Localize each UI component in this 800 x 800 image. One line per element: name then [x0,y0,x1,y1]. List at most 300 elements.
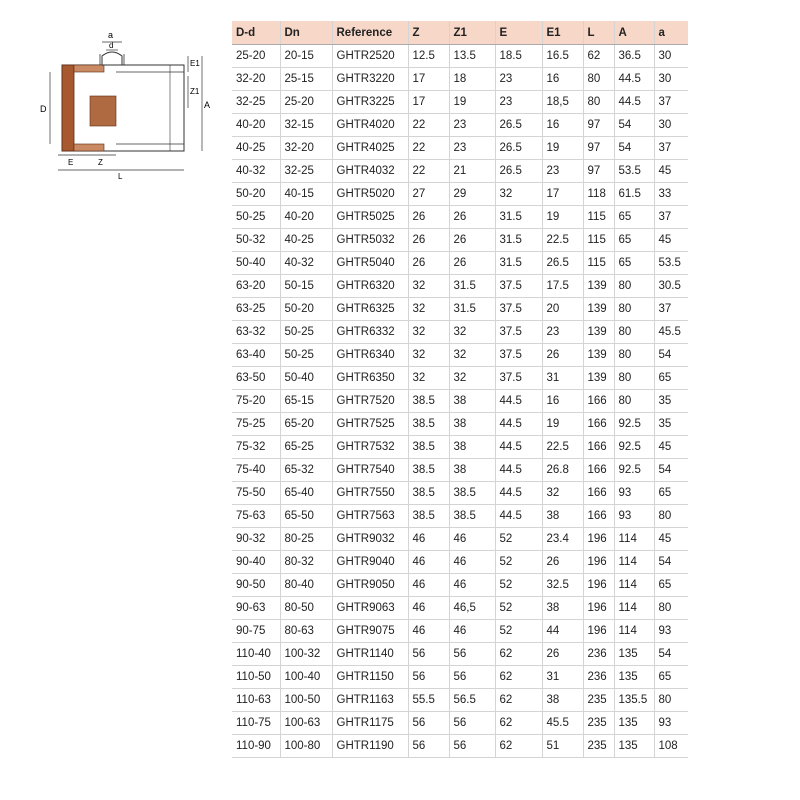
table-cell: 46 [449,551,495,574]
table-cell: 54 [614,137,654,160]
column-header: Z [408,21,449,45]
table-cell: 38 [542,597,583,620]
table-cell: 17 [542,183,583,206]
table-cell: 65 [654,666,688,689]
table-cell: 37 [654,91,688,114]
table-cell: 23 [449,114,495,137]
table-cell: GHTR6350 [332,367,408,390]
table-cell: 40-20 [280,206,332,229]
table-cell: 44.5 [614,91,654,114]
table-cell: 26.5 [542,252,583,275]
table-row [232,482,688,505]
table-cell: 23 [542,160,583,183]
table-row [232,712,688,735]
table-row [232,91,688,114]
table-row [232,505,688,528]
table-cell: 110-63 [232,689,280,712]
dim-a-label: a [108,30,114,40]
table-cell: 135 [614,643,654,666]
table-cell: GHTR4020 [332,114,408,137]
table-cell: 40-25 [280,229,332,252]
table-cell: GHTR4032 [332,160,408,183]
table-cell: 93 [654,620,688,643]
table-cell: GHTR5025 [332,206,408,229]
table-cell: 32 [408,275,449,298]
table-cell: 25-20 [280,91,332,114]
table-cell: 139 [583,321,614,344]
table-row [232,137,688,160]
table-cell: 63-40 [232,344,280,367]
table-cell: 30 [654,68,688,91]
table-row [232,160,688,183]
table-cell: 38 [542,505,583,528]
table-cell: 18,5 [542,91,583,114]
table-row [232,114,688,137]
table-cell: 139 [583,298,614,321]
table-cell: 25-15 [280,68,332,91]
table-cell: 52 [495,574,542,597]
table-cell: 80 [614,390,654,413]
table-cell: 50-32 [232,229,280,252]
table-cell: 100-50 [280,689,332,712]
table-cell: 52 [495,620,542,643]
table-cell: 56 [408,712,449,735]
table-cell: 54 [614,114,654,137]
table-cell: 46 [408,574,449,597]
table-cell: 37.5 [495,367,542,390]
table-cell: 46 [449,528,495,551]
table-cell: 22.5 [542,229,583,252]
table-cell: 62 [583,45,614,68]
table-cell: 65-50 [280,505,332,528]
table-cell: 21 [449,160,495,183]
table-cell: 18 [449,68,495,91]
table-cell: 44.5 [495,459,542,482]
table-cell: GHTR9040 [332,551,408,574]
table-cell: 38 [449,459,495,482]
table-cell: 90-75 [232,620,280,643]
table-cell: 37 [654,137,688,160]
table-cell: 108 [654,735,688,758]
table-cell: 92.5 [614,413,654,436]
table-cell: 110-40 [232,643,280,666]
table-cell: 135 [614,712,654,735]
table-cell: 45.5 [654,321,688,344]
table-row [232,551,688,574]
table-cell: GHTR9063 [332,597,408,620]
table-cell: 26.5 [495,160,542,183]
table-cell: 97 [583,160,614,183]
table-cell: 54 [654,344,688,367]
table-cell: 80 [614,344,654,367]
table-cell: 30 [654,45,688,68]
table-cell: 45 [654,229,688,252]
table-cell: 56.5 [449,689,495,712]
table-cell: 45 [654,436,688,459]
dim-E-label: E [68,158,74,167]
table-cell: 32-25 [232,91,280,114]
table-cell: 37.5 [495,321,542,344]
dim-Z-label: Z [98,158,103,167]
table-cell: 32-20 [232,68,280,91]
dim-e1-label: E1 [190,59,200,68]
table-cell: 12.5 [408,45,449,68]
table-cell: 75-63 [232,505,280,528]
table-cell: 45 [654,528,688,551]
table-cell: 80 [583,68,614,91]
table-cell: 38.5 [408,436,449,459]
table-cell: 236 [583,666,614,689]
table-cell: 20-15 [280,45,332,68]
table-cell: 50-20 [280,298,332,321]
table-cell: 31.5 [449,275,495,298]
column-header: D-d [232,21,280,45]
table-cell: 26 [449,206,495,229]
table-cell: 37 [654,206,688,229]
table-cell: GHTR3220 [332,68,408,91]
table-cell: 118 [583,183,614,206]
table-cell: 93 [654,712,688,735]
column-header: Dn [280,21,332,45]
table-cell: 56 [449,735,495,758]
table-cell: 20 [542,298,583,321]
column-header: A [614,21,654,45]
table-cell: 50-40 [280,367,332,390]
table-cell: GHTR3225 [332,91,408,114]
table-cell: 32 [408,298,449,321]
table-header-row [232,21,688,45]
table-cell: 16.5 [542,45,583,68]
table-cell: 90-32 [232,528,280,551]
dim-d-label: d [109,41,114,50]
table-cell: 75-25 [232,413,280,436]
table-cell: 114 [614,597,654,620]
table-cell: 54 [654,551,688,574]
table-cell: GHTR1190 [332,735,408,758]
table-cell: 92.5 [614,459,654,482]
table-cell: 32 [408,344,449,367]
table-cell: 52 [495,597,542,620]
table-cell: 38.5 [408,505,449,528]
table-cell: 65 [614,229,654,252]
table-cell: 22.5 [542,436,583,459]
table-row [232,68,688,91]
table-row [232,689,688,712]
table-cell: 38 [449,390,495,413]
table-cell: GHTR1150 [332,666,408,689]
table-cell: 65 [614,206,654,229]
table-cell: 46 [408,597,449,620]
table-cell: 65-32 [280,459,332,482]
table-cell: 166 [583,436,614,459]
table-cell: 54 [654,459,688,482]
table-cell: 235 [583,712,614,735]
table-cell: 100-32 [280,643,332,666]
table-cell: 22 [408,114,449,137]
table-cell: 110-75 [232,712,280,735]
table-cell: 56 [408,643,449,666]
table-cell: 80 [654,689,688,712]
table-cell: 236 [583,643,614,666]
table-row [232,597,688,620]
table-cell: 80-50 [280,597,332,620]
table-cell: 90-40 [232,551,280,574]
table-cell: 31.5 [449,298,495,321]
table-cell: 26 [408,206,449,229]
table-cell: 135 [614,666,654,689]
table-cell: 115 [583,252,614,275]
table-cell: 38 [449,436,495,459]
table-cell: 65 [614,252,654,275]
table-cell: 44.5 [495,505,542,528]
table-cell: 80 [614,275,654,298]
table-cell: 62 [495,643,542,666]
table-cell: 52 [495,551,542,574]
fitting-diagram [30,20,230,180]
column-header: E1 [542,21,583,45]
table-cell: 139 [583,367,614,390]
table-cell: 80-63 [280,620,332,643]
table-cell: 26 [542,344,583,367]
table-cell: 32-20 [280,137,332,160]
table-cell: 56 [449,666,495,689]
table-cell: GHTR7563 [332,505,408,528]
table-cell: 110-90 [232,735,280,758]
table-cell: 40-20 [232,114,280,137]
table-row [232,459,688,482]
table-cell: GHTR5032 [332,229,408,252]
table-cell: 16 [542,68,583,91]
table-cell: 80 [583,91,614,114]
table-row [232,275,688,298]
table-cell: 139 [583,344,614,367]
table-cell: 65 [654,367,688,390]
table-cell: 115 [583,206,614,229]
table-cell: 26 [449,229,495,252]
table-cell: 50-25 [280,344,332,367]
table-row [232,735,688,758]
table-cell: 23 [449,137,495,160]
table-cell: 114 [614,528,654,551]
table-cell: 38.5 [449,482,495,505]
table-cell: 22 [408,137,449,160]
table-cell: 90-63 [232,597,280,620]
table-cell: 80-32 [280,551,332,574]
table-cell: 17 [408,68,449,91]
fitting-socket [90,96,116,126]
table-cell: GHTR7520 [332,390,408,413]
table-cell: 45.5 [542,712,583,735]
table-cell: 166 [583,505,614,528]
table-cell: 46 [449,620,495,643]
table-cell: 115 [583,229,614,252]
table-cell: 50-20 [232,183,280,206]
table-cell: 33 [654,183,688,206]
table-cell: 100-80 [280,735,332,758]
table-cell: 50-15 [280,275,332,298]
table-cell: 36.5 [614,45,654,68]
table-cell: GHTR1163 [332,689,408,712]
table-cell: 62 [495,712,542,735]
table-cell: 92.5 [614,436,654,459]
table-cell: 19 [542,137,583,160]
table-cell: GHTR1140 [332,643,408,666]
table-row [232,413,688,436]
table-cell: 13.5 [449,45,495,68]
table-cell: 37 [654,298,688,321]
table-cell: GHTR7550 [332,482,408,505]
table-cell: 26 [408,252,449,275]
table-cell: 37.5 [495,275,542,298]
table-cell: 46 [408,528,449,551]
table-cell: 63-25 [232,298,280,321]
table-row [232,45,688,68]
table-cell: 32.5 [542,574,583,597]
table-cell: 166 [583,390,614,413]
table-cell: GHTR6325 [332,298,408,321]
table-cell: 235 [583,735,614,758]
table-cell: GHTR7532 [332,436,408,459]
table-row [232,620,688,643]
dimensions-table [232,21,688,758]
table-cell: 196 [583,528,614,551]
table-cell: 56 [408,666,449,689]
table-cell: 38 [449,413,495,436]
table-cell: 45 [654,160,688,183]
table-row [232,390,688,413]
table-cell: 50-40 [232,252,280,275]
fitting-boss [102,52,122,65]
table-cell: 32 [449,344,495,367]
table-cell: 32 [408,321,449,344]
table-cell: 32 [449,367,495,390]
table-row [232,206,688,229]
table-cell: 35 [654,413,688,436]
table-cell: 196 [583,620,614,643]
table-cell: 93 [614,505,654,528]
table-row [232,643,688,666]
table-cell: 235 [583,689,614,712]
fitting-left-wall [62,65,74,151]
table-cell: 110-50 [232,666,280,689]
table-cell: 19 [542,413,583,436]
table-cell: 51 [542,735,583,758]
table-cell: 32-15 [280,114,332,137]
table-cell: 38 [542,689,583,712]
table-cell: 31.5 [495,206,542,229]
table-cell: 26.5 [495,137,542,160]
table-row [232,666,688,689]
table-cell: 114 [614,620,654,643]
table-cell: 38.5 [408,482,449,505]
table-cell: 26 [449,252,495,275]
table-cell: 44.5 [614,68,654,91]
table-cell: 63-32 [232,321,280,344]
table-body [232,45,688,758]
table-cell: 75-32 [232,436,280,459]
table-cell: 166 [583,482,614,505]
table-cell: 50-25 [280,321,332,344]
table-cell: 135 [614,735,654,758]
table-cell: 114 [614,574,654,597]
table-cell: 18.5 [495,45,542,68]
table-cell: 93 [614,482,654,505]
table-cell: 44.5 [495,390,542,413]
table-cell: 65 [654,482,688,505]
table-cell: 65-20 [280,413,332,436]
table-cell: 26.5 [495,114,542,137]
table-cell: 30 [654,114,688,137]
dim-D-label: D [40,104,47,114]
table-row [232,321,688,344]
table-cell: 31 [542,367,583,390]
table-cell: 50-25 [232,206,280,229]
table-cell: 23 [495,68,542,91]
table-cell: 100-63 [280,712,332,735]
table-cell: 35 [654,390,688,413]
table-cell: 56 [449,712,495,735]
table-cell: 75-50 [232,482,280,505]
table-cell: 30.5 [654,275,688,298]
fitting-top-wall [74,65,104,72]
table-row [232,367,688,390]
table-cell: 90-50 [232,574,280,597]
table-cell: 31.5 [495,229,542,252]
table-cell: GHTR6332 [332,321,408,344]
table-row [232,528,688,551]
table-cell: 32-25 [280,160,332,183]
column-header: Reference [332,21,408,45]
table-cell: 80 [614,298,654,321]
table-cell: 32 [449,321,495,344]
table-cell: 46 [449,574,495,597]
table-cell: 26 [542,551,583,574]
table-cell: 22 [408,160,449,183]
table-cell: 23 [542,321,583,344]
column-header: L [583,21,614,45]
table-cell: 38.5 [408,413,449,436]
table-cell: 54 [654,643,688,666]
table-row [232,574,688,597]
table-cell: 56 [408,735,449,758]
dim-L-label: L [118,172,123,180]
dim-A-label: A [204,100,211,110]
table-cell: GHTR2520 [332,45,408,68]
table-cell: 23 [495,91,542,114]
table-cell: 166 [583,459,614,482]
table-cell: 65-15 [280,390,332,413]
table-cell: 63-50 [232,367,280,390]
table-cell: 80 [614,367,654,390]
table-cell: 139 [583,275,614,298]
table-cell: 114 [614,551,654,574]
table-cell: 38.5 [408,390,449,413]
fitting-bottom-wall [74,144,104,151]
table-cell: 75-20 [232,390,280,413]
table-cell: 16 [542,114,583,137]
table-cell: 23.4 [542,528,583,551]
table-cell: 27 [408,183,449,206]
table-cell: 52 [495,528,542,551]
table-cell: 62 [495,735,542,758]
table-cell: 97 [583,114,614,137]
table-cell: 65 [654,574,688,597]
table-cell: 37.5 [495,344,542,367]
fitting-body [62,65,184,151]
table-cell: GHTR7525 [332,413,408,436]
table-cell: 37.5 [495,298,542,321]
table-cell: 80 [654,505,688,528]
